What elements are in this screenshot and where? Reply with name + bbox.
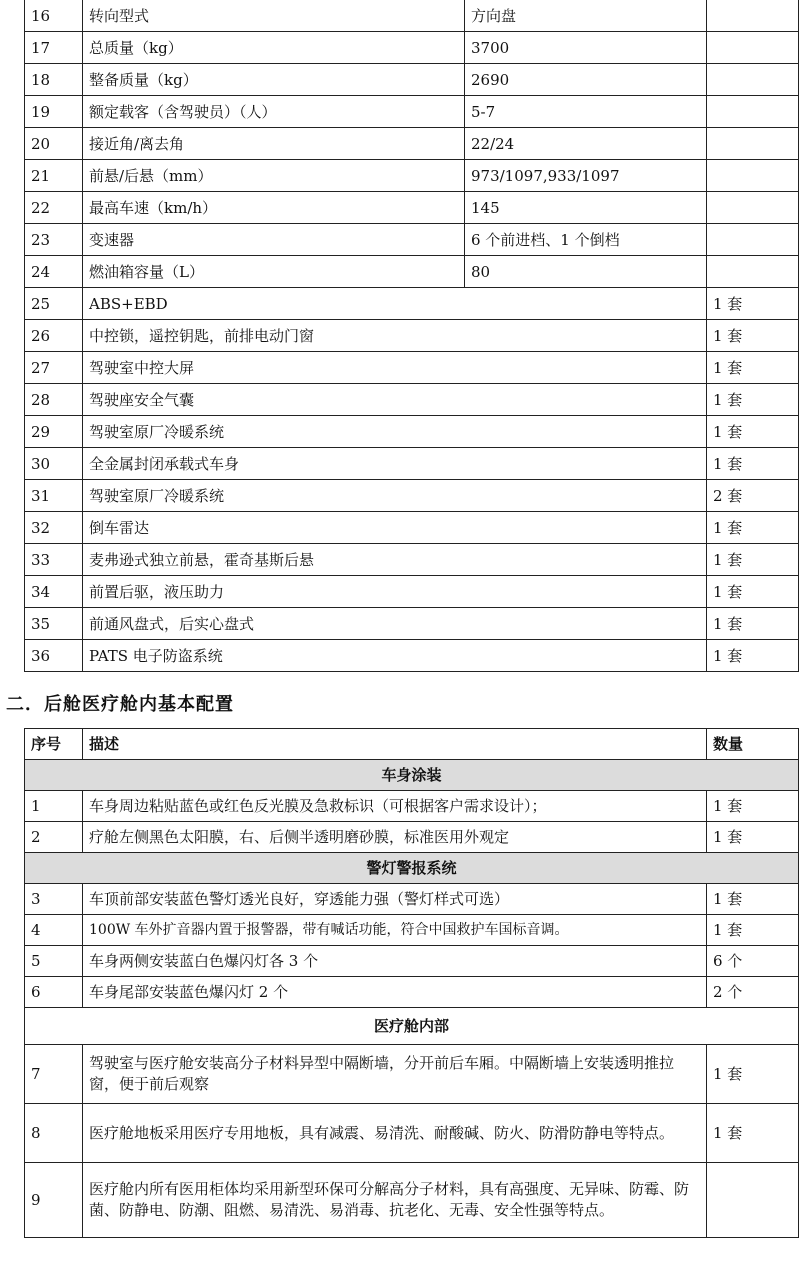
row-number: 21 — [25, 160, 83, 192]
feature-quantity: 1 套 — [707, 576, 799, 608]
config-description: 车身周边粘贴蓝色或红色反光膜及急救标识（可根据客户需求设计）； — [83, 791, 707, 822]
empty-cell — [707, 0, 799, 32]
empty-cell — [707, 128, 799, 160]
row-number: 32 — [25, 512, 83, 544]
table-row — [25, 160, 799, 192]
feature-quantity: 1 套 — [707, 448, 799, 480]
row-number: 7 — [25, 1045, 83, 1104]
row-number: 8 — [25, 1104, 83, 1163]
spec-item: 额定载客（含驾驶员）（人） — [83, 96, 465, 128]
table-row — [25, 320, 799, 352]
row-number: 27 — [25, 352, 83, 384]
row-number: 18 — [25, 64, 83, 96]
table-row — [25, 288, 799, 320]
feature-description: 驾驶室原厂冷暖系统 — [83, 480, 707, 512]
header-description: 描述 — [83, 729, 707, 760]
table-row — [25, 448, 799, 480]
feature-description: 前通风盘式，后实心盘式 — [83, 608, 707, 640]
table-row — [25, 946, 799, 977]
feature-description: 驾驶室原厂冷暖系统 — [83, 416, 707, 448]
config-quantity: 1 套 — [707, 822, 799, 853]
table-row — [25, 416, 799, 448]
table-row — [25, 977, 799, 1008]
row-number: 3 — [25, 884, 83, 915]
row-number: 24 — [25, 256, 83, 288]
category-title: 警灯警报系统 — [25, 853, 799, 884]
feature-quantity: 2 套 — [707, 480, 799, 512]
row-number: 29 — [25, 416, 83, 448]
row-number: 4 — [25, 915, 83, 946]
feature-quantity: 1 套 — [707, 512, 799, 544]
spec-item: 转向型式 — [83, 0, 465, 32]
feature-quantity: 1 套 — [707, 544, 799, 576]
row-number: 31 — [25, 480, 83, 512]
config-description: 100W 车外扩音器内置于报警器，带有喊话功能，符合中国救护车国标音调。 — [83, 915, 707, 946]
spec-value: 2690 — [465, 64, 707, 96]
row-number: 9 — [25, 1163, 83, 1238]
feature-quantity: 1 套 — [707, 608, 799, 640]
category-row — [25, 760, 799, 791]
table-row — [25, 352, 799, 384]
spec-value: 22/24 — [465, 128, 707, 160]
category-title: 车身涂装 — [25, 760, 799, 791]
feature-quantity: 1 套 — [707, 416, 799, 448]
config-quantity: 1 套 — [707, 791, 799, 822]
spec-value: 80 — [465, 256, 707, 288]
row-number: 16 — [25, 0, 83, 32]
table-row — [25, 0, 799, 32]
feature-quantity: 1 套 — [707, 288, 799, 320]
feature-description: 驾驶室中控大屏 — [83, 352, 707, 384]
row-number: 1 — [25, 791, 83, 822]
spec-item: 整备质量（kg） — [83, 64, 465, 96]
config-description: 车身尾部安装蓝色爆闪灯 2 个 — [83, 977, 707, 1008]
table-row — [25, 608, 799, 640]
config-quantity: 1 套 — [707, 915, 799, 946]
row-number: 2 — [25, 822, 83, 853]
table-row — [25, 884, 799, 915]
empty-cell — [707, 224, 799, 256]
spec-item: 燃油箱容量（L） — [83, 256, 465, 288]
feature-description: 倒车雷达 — [83, 512, 707, 544]
category-title: 医疗舱内部 — [25, 1008, 799, 1045]
table-row — [25, 128, 799, 160]
feature-description: 驾驶座安全气囊 — [83, 384, 707, 416]
row-number: 36 — [25, 640, 83, 672]
table-row — [25, 640, 799, 672]
row-number: 30 — [25, 448, 83, 480]
row-number: 17 — [25, 32, 83, 64]
table-row — [25, 96, 799, 128]
section-heading: 二．后舱医疗舱内基本配置 — [6, 694, 234, 715]
config-description: 车顶前部安装蓝色警灯透光良好，穿透能力强（警灯样式可选） — [83, 884, 707, 915]
spec-value: 方向盘 — [465, 0, 707, 32]
empty-cell — [707, 32, 799, 64]
table-row — [25, 384, 799, 416]
empty-cell — [707, 160, 799, 192]
table-header-row — [25, 729, 799, 760]
config-description: 驾驶室与医疗舱安装高分子材料异型中隔断墙，分开前后车厢。中隔断墙上安装透明推拉窗，便于前后观察 — [83, 1045, 707, 1104]
table-row — [25, 256, 799, 288]
feature-description: 麦弗逊式独立前悬，霍奇基斯后悬 — [83, 544, 707, 576]
header-quantity: 数量 — [707, 729, 799, 760]
header-number: 序号 — [25, 729, 83, 760]
config-description: 车身两侧安装蓝白色爆闪灯各 3 个 — [83, 946, 707, 977]
table-row — [25, 512, 799, 544]
row-number: 25 — [25, 288, 83, 320]
category-row — [25, 853, 799, 884]
empty-cell — [707, 256, 799, 288]
table-row — [25, 576, 799, 608]
spec-item: 前悬/后悬（mm） — [83, 160, 465, 192]
feature-quantity: 1 套 — [707, 320, 799, 352]
row-number: 20 — [25, 128, 83, 160]
spec-item: 总质量（kg） — [83, 32, 465, 64]
row-number: 23 — [25, 224, 83, 256]
row-number: 5 — [25, 946, 83, 977]
feature-quantity: 1 套 — [707, 384, 799, 416]
config-quantity: 6 个 — [707, 946, 799, 977]
table-row — [25, 480, 799, 512]
table-row — [25, 192, 799, 224]
table-row — [25, 822, 799, 853]
row-number: 33 — [25, 544, 83, 576]
feature-quantity: 1 套 — [707, 352, 799, 384]
empty-cell — [707, 64, 799, 96]
category-row — [25, 1008, 799, 1045]
row-number: 35 — [25, 608, 83, 640]
spec-item: 最高车速（km/h） — [83, 192, 465, 224]
medical-cabin-config-table — [24, 728, 799, 1238]
row-number: 34 — [25, 576, 83, 608]
table-row — [25, 224, 799, 256]
table-row — [25, 1104, 799, 1163]
spec-value: 973/1097,933/1097 — [465, 160, 707, 192]
empty-cell — [707, 192, 799, 224]
row-number: 28 — [25, 384, 83, 416]
vehicle-spec-table — [24, 0, 799, 672]
feature-description: 前置后驱，液压助力 — [83, 576, 707, 608]
spec-item: 接近角/离去角 — [83, 128, 465, 160]
spec-item: 变速器 — [83, 224, 465, 256]
config-quantity: 1 套 — [707, 1104, 799, 1163]
feature-description: ABS+EBD — [83, 288, 707, 320]
feature-description: 全金属封闭承载式车身 — [83, 448, 707, 480]
table-row — [25, 544, 799, 576]
row-number: 6 — [25, 977, 83, 1008]
spec-value: 145 — [465, 192, 707, 224]
feature-description: 中控锁，遥控钥匙，前排电动门窗 — [83, 320, 707, 352]
config-description: 医疗舱地板采用医疗专用地板，具有减震、易清洗、耐酸碱、防火、防滑防静电等特点。 — [83, 1104, 707, 1163]
config-quantity: 1 套 — [707, 884, 799, 915]
table-row — [25, 1045, 799, 1104]
config-quantity: 1 套 — [707, 1045, 799, 1104]
spec-value: 5-7 — [465, 96, 707, 128]
row-number: 26 — [25, 320, 83, 352]
table-row — [25, 791, 799, 822]
table-row — [25, 64, 799, 96]
row-number: 19 — [25, 96, 83, 128]
config-description: 医疗舱内所有医用柜体均采用新型环保可分解高分子材料，具有高强度、无异味、防霉、防菌、防静电、防潮、阻燃、易清洗、易消毒、抗老化、无毒、安全性强等特点。 — [83, 1163, 707, 1238]
table-row — [25, 915, 799, 946]
table-row — [25, 1163, 799, 1238]
empty-cell — [707, 96, 799, 128]
config-quantity: 2 个 — [707, 977, 799, 1008]
feature-description: PATS 电子防盗系统 — [83, 640, 707, 672]
table-row — [25, 32, 799, 64]
row-number: 22 — [25, 192, 83, 224]
spec-value: 3700 — [465, 32, 707, 64]
feature-quantity: 1 套 — [707, 640, 799, 672]
config-description: 疗舱左侧黑色太阳膜，右、后侧半透明磨砂膜，标准医用外观定 — [83, 822, 707, 853]
config-quantity — [707, 1163, 799, 1238]
spec-value: 6 个前进档、1 个倒档 — [465, 224, 707, 256]
